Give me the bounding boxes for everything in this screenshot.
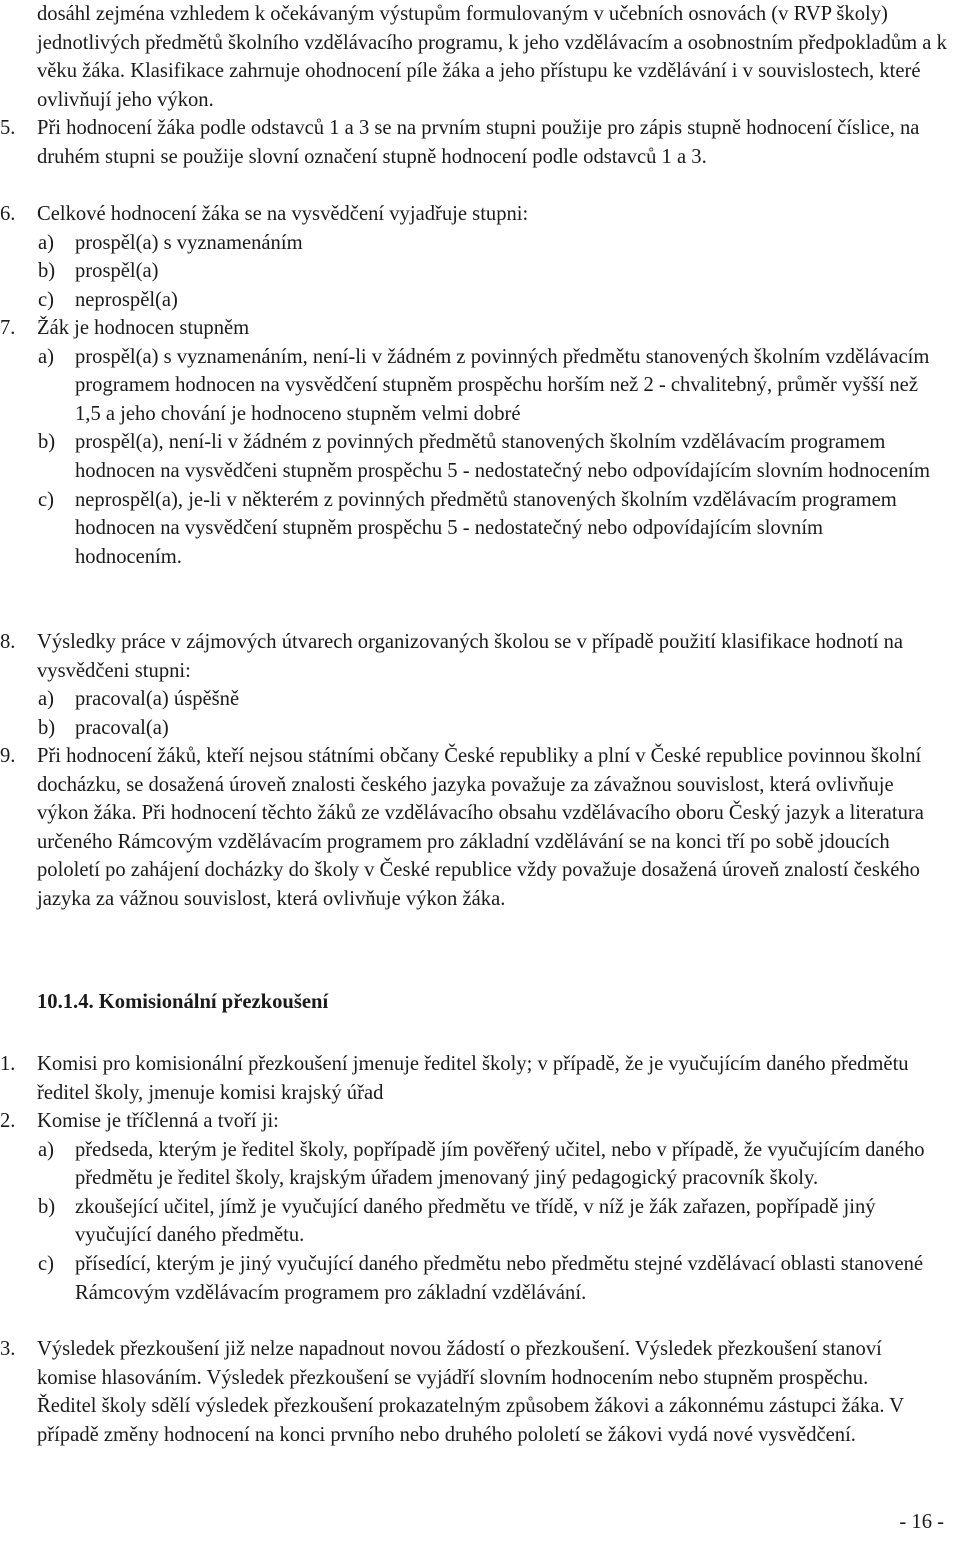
item-text: Žák je hodnocen stupněm (37, 317, 250, 339)
item-text: Při hodnocení žáků, kteří nejsou státními občany České republiky a plní v České republice povinnou školní docházku, se dosažená úroveň znalosti českého jazyka považuje za závažnou souvislost, která ovlivňuje výkon žáka. Při hodnocení těchto žáků ze vzdělávacího obsahu vzdělávacího oboru Český jazyk a literatura určeného Rámcovým vzdělávacím programem pro základní vzdělávání se na konci tří po sobě jdoucích pololetí po zahájení docházky do školy v České republice vždy považuje dosažená úroveň znalostí českého jazyka za vážnou souvislost, která ovlivňuje výkon žáka. (37, 745, 924, 910)
intro-paragraph (0, 0, 950, 114)
list-item-5 (0, 114, 935, 171)
sub-text: prospěl(a), není-li v žádném z povinných předmětů stanovených školním vzdělávacím programem hodnocen na vysvědčeni stupněm prospěchu 5 - nedostatečný nebo odpovídajícím slovním hodnocením (75, 431, 931, 482)
item-number: 3. (0, 1338, 16, 1360)
item-number: 8. (0, 631, 16, 653)
sub-letter: a) (38, 1138, 54, 1161)
sub-text: pracoval(a) (75, 716, 169, 739)
sub-item (38, 286, 935, 315)
sub-item (38, 714, 935, 743)
sub-letter: a) (38, 345, 54, 368)
sub-text: neprospěl(a), je-li v některém z povinných předmětů stanovených školním vzdělávacím programem hodnocen na vysvědčení stupněm prospěchu 5 - nedostatečný nebo odpovídajícím slovním hodnocením. (75, 488, 897, 568)
item-number: 2. (0, 1110, 16, 1132)
sub-letter: b) (38, 1195, 56, 1218)
sub-item (38, 685, 935, 714)
sub-item (38, 343, 935, 429)
sub-item (38, 1193, 945, 1250)
item-text: Výsledky práce v zájmových útvarech organizovaných školou se v případě použití klasifikace hodnotí na vysvědčeni stupni: (37, 631, 904, 682)
sub-item (38, 229, 935, 258)
item-text: Komisi pro komisionální přezkoušení jmenuje ředitel školy; v případě, že je vyučujícím daného předmětu ředitel školy, jmenuje komisi krajský úřad (37, 1053, 909, 1104)
sub-letter: a) (38, 688, 54, 711)
sub-text: prospěl(a) s vyznamenáním, není-li v žádném z povinných předmětu stanovených školním vzdělávacím programem hodnocen na vysvědčení stupněm prospěchu horším než 2 - chvalitebný, průměr vyšší než 1,5 a jeho chování je hodnoceno stupněm velmi dobré (75, 345, 930, 425)
sub-text: prospěl(a) s vyznamenáním (75, 231, 303, 254)
sub-letter: c) (38, 488, 54, 511)
sub-letter: b) (38, 716, 56, 739)
sub-item (38, 1136, 945, 1193)
sub-item (38, 428, 935, 485)
intro-text: dosáhl zejména vzhledem k očekávaným výstupům formulovaným v učebních osnovách (v RVP školy) jednotlivých předmětů školního vzdělávacího programu, k jeho vzdělávacím a osobnostním předpokladům a k věku žáka. Klasifikace zahrnuje ohodnocení píle žáka a jeho přístupu ke vzdělávání i v souvislostech, které ovlivňují jeho výkon. (37, 3, 947, 111)
item-number: 6. (0, 203, 16, 225)
item-number: 5. (0, 117, 16, 139)
sub-text: předseda, kterým je ředitel školy, popřípadě jím pověřený učitel, nebo v případě, že vyučujícím daného předmětu je ředitel školy, krajským úřadem jmenovaný jiný pedagogický pracovník školy. (75, 1138, 925, 1190)
section-item-3 (0, 1335, 905, 1449)
sub-letter: b) (38, 431, 56, 454)
sub-text: neprospěl(a) (75, 288, 178, 311)
item-text: Komise je tříčlenná a tvoří ji: (37, 1110, 279, 1132)
item-number: 1. (0, 1053, 16, 1075)
sub-text: přísedící, kterým je jiný vyučující daného předmětu nebo předmětu stejné vzdělávací oblasti stanovené Rámcovým vzdělávacím programem pro základní vzdělávání. (75, 1252, 924, 1304)
section-item-2 (0, 1107, 945, 1307)
section-item-1 (0, 1050, 935, 1107)
sub-text: prospěl(a) (75, 260, 159, 283)
item-text: Výsledek přezkoušení již nelze napadnout novou žádostí o přezkoušení. Výsledek přezkoušení stanoví komise hlasováním. Výsledek přezkoušení se vyjádří slovním hodnocením nebo stupněm prospěchu. Ředitel školy sdělí výsledek přezkoušení prokazatelným způsobem žákovi a zákonnému zástupci žáka. V případě změny hodnocení na konci prvního nebo druhého pololetí se žákovi vydá nové vysvědčení. (37, 1338, 904, 1446)
sub-letter: b) (38, 260, 56, 283)
sub-letter: a) (38, 231, 54, 254)
list-item-9 (0, 742, 940, 914)
list-item-7 (0, 314, 935, 571)
sub-letter: c) (38, 288, 54, 311)
item-text: Celkové hodnocení žáka se na vysvědčení vyjadřuje stupni: (37, 203, 529, 225)
item-text: Při hodnocení žáka podle odstavců 1 a 3 se na prvním stupni použije pro zápis stupně hodnocení číslice, na druhém stupni se použije slovní označení stupně hodnocení podle odstavců 1 a 3. (37, 117, 920, 168)
item-number: 7. (0, 317, 16, 339)
item-number: 9. (0, 745, 16, 767)
list-item-8 (0, 628, 935, 742)
sub-item (38, 257, 935, 286)
sub-letter: c) (38, 1252, 54, 1275)
section-heading: 10.1.4. Komisionální přezkoušení (37, 991, 329, 1013)
sub-text: pracoval(a) úspěšně (75, 688, 240, 711)
sub-text: zkoušející učitel, jímž je vyučující daného předmětu ve třídě, v níž je žák zařazen, popřípadě jiný vyučující daného předmětu. (75, 1195, 876, 1247)
list-item-6 (0, 200, 935, 314)
page-number: - 16 - (899, 1511, 944, 1533)
sub-item (38, 1250, 945, 1307)
sub-item (38, 486, 935, 572)
